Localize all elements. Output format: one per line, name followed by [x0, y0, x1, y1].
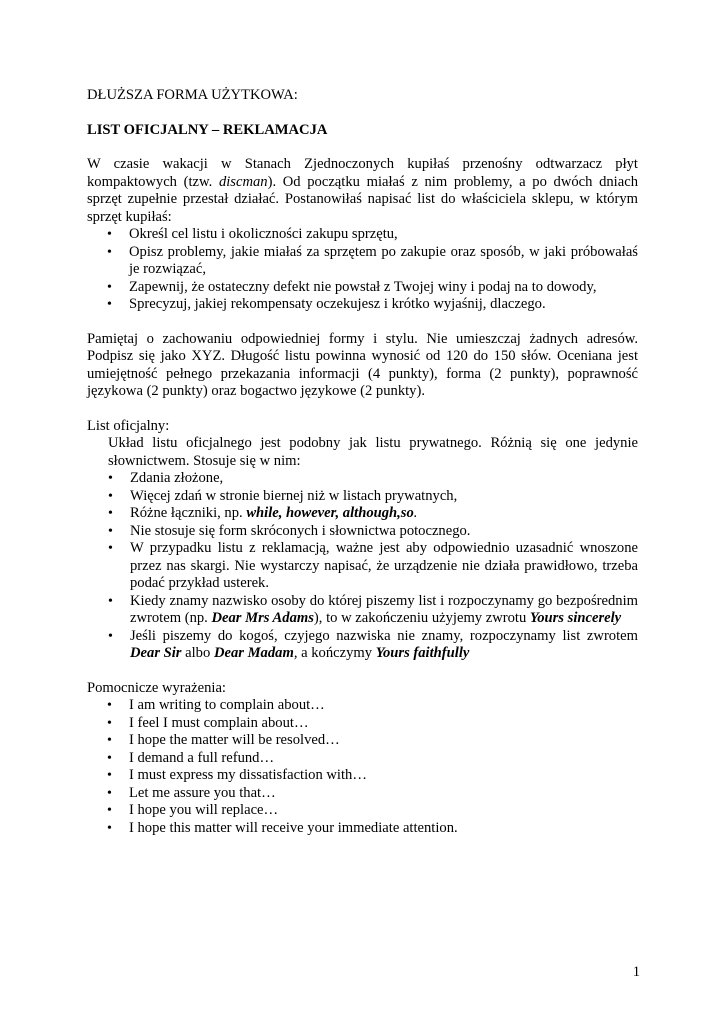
list-item: • Sprecyzuj, jakiej rekompensaty oczekujesz i krótko wyjaśnij, dlaczego.	[107, 296, 546, 312]
list-item: • Kiedy znamy nazwisko osoby do której piszemy list i rozpoczynamy go bezpośrednim zwrotem (np. Dear Mrs Adams), to w zakończeniu użyjemy zwrotu Yours sincerely	[108, 592, 638, 626]
bullet-icon: •	[107, 820, 112, 836]
list-item: • I demand a full refund…	[107, 749, 275, 766]
list-item: • Jeśli piszemy do kogoś, czyjego nazwiska nie znamy, rozpoczynamy list zwrotem Dear Sir albo Dear Madam, a kończymy Yours faithfully	[108, 627, 638, 661]
task-intro	[87, 156, 638, 226]
bullet-icon: •	[108, 506, 113, 521]
bullet-icon: •	[108, 488, 113, 504]
list-item: • Let me assure you that…	[107, 784, 276, 801]
bullet-icon: •	[107, 227, 112, 242]
formal-letter-list	[87, 470, 638, 663]
task-intro-part2: ). Od początku miałaś z nim problemy, a po dwóch dniach sprzęt zupełnie przestał działać. Postanowiłaś napisać list do właściciela sklepu, w którym sprzęt kupiłaś:	[87, 173, 638, 225]
bullet-icon: •	[107, 715, 112, 731]
letter-title: LIST OFICJALNY – REKLAMACJA	[87, 121, 328, 138]
rules-paragraph: Pamiętaj o zachowaniu odpowiedniej formy i stylu. Nie umieszczaj żadnych adresów. Podpisz się jako XYZ. Długość listu powinna wynosić od 120 do 150 słów. Oceniana jest umiejętność pełnego przekazania informacji (4 punkty), forma (2 punkty), poprawność językowa (2 punkty) oraz bogactwo językowe (2 punkty).	[87, 330, 638, 399]
bullet-icon: •	[107, 698, 112, 713]
bullet-icon: •	[108, 628, 113, 644]
formal-letter-heading: List oficjalny:	[87, 417, 170, 434]
list-item: • Zdania złożone,	[108, 470, 224, 486]
list-item: • I am writing to complain about…	[107, 697, 325, 713]
form-heading: DŁUŻSZA FORMA UŻYTKOWA:	[87, 87, 298, 103]
bullet-icon: •	[108, 471, 113, 486]
phrases-list	[87, 697, 638, 837]
task-intro-part1: W czasie wakacji w Stanach Zjednoczonych kupiłaś przenośny odtwarzacz płyt kompaktowych (tzw.	[87, 156, 638, 190]
bullet-icon: •	[107, 244, 112, 260]
bullet-icon: •	[107, 279, 112, 295]
task-points-list	[87, 226, 638, 314]
bullet-icon: •	[108, 541, 113, 556]
bullet-icon: •	[107, 750, 112, 766]
list-item: • Określ cel listu i okoliczności zakupu sprzętu,	[107, 226, 398, 242]
list-item: • I must express my dissatisfaction with…	[107, 767, 367, 783]
list-item: • I feel I must complain about…	[107, 714, 309, 731]
phrases-heading: Pomocnicze wyrażenia:	[87, 679, 226, 696]
list-item: • W przypadku listu z reklamacją, ważne jest aby odpowiednio uzasadnić wnoszone przez nas skargi. Nie wystarczy napisać, że urządzenie nie działa prawidłowo, trzeba podać przykład usterek.	[108, 540, 638, 591]
task-intro-italic: discman	[218, 173, 268, 190]
list-item: • Opisz problemy, jakie miałaś za sprzętem po zakupie oraz sposób, w jaki próbowałaś je rozwiązać,	[107, 243, 638, 277]
bullet-icon: •	[107, 768, 112, 783]
list-item: • Zapewnij, że ostateczny defekt nie powstał z Twojej winy i podaj na to dowody,	[107, 278, 597, 295]
bullet-icon: •	[108, 593, 113, 609]
bullet-icon: •	[107, 297, 112, 312]
page-content	[87, 87, 638, 837]
list-item: • Różne łączniki, np. while, however, although,so.	[108, 505, 418, 521]
list-item: • Więcej zdań w stronie biernej niż w listach prywatnych,	[108, 487, 458, 504]
bullet-icon: •	[107, 803, 112, 818]
page-number: 1	[632, 964, 640, 980]
formal-letter-intro: Układ listu oficjalnego jest podobny jak listu prywatnego. Różnią się one jedynie słownictwem. Stosuje się w nim:	[108, 435, 638, 469]
list-item: • I hope the matter will be resolved…	[107, 732, 340, 748]
bullet-icon: •	[108, 523, 113, 539]
bullet-icon: •	[107, 733, 112, 748]
list-item: • I hope you will replace…	[107, 802, 279, 818]
bullet-icon: •	[107, 785, 112, 801]
list-item: • I hope this matter will receive your immediate attention.	[107, 819, 458, 836]
list-item: • Nie stosuje się form skróconych i słownictwa potocznego.	[108, 522, 471, 539]
